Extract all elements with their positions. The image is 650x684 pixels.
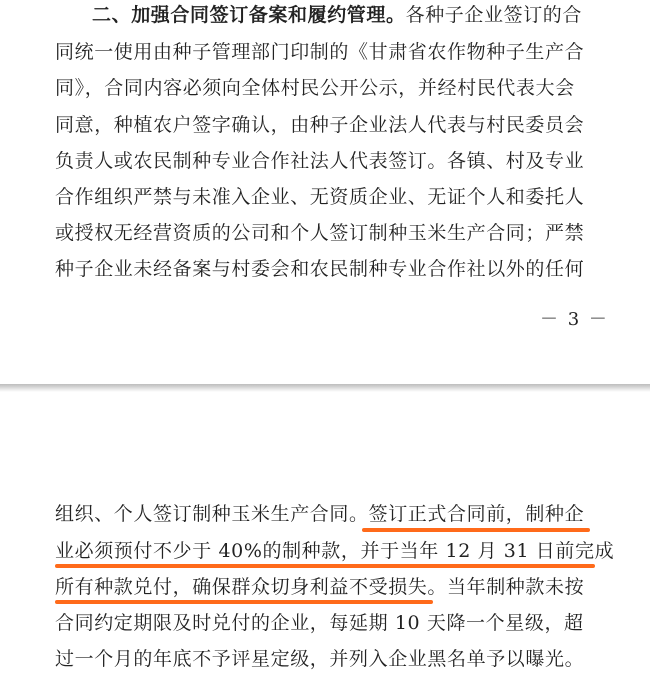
page-separator — [0, 384, 650, 392]
highlight-underline-3 — [55, 600, 433, 604]
section-heading: 二、加强合同签订备案和履约管理。 — [92, 4, 406, 26]
paragraph-line-13: 过一个月的年底不予评星定级，并列入企业黑名单予以曝光。 — [55, 648, 585, 670]
paragraph-line-8: 种子企业未经备案与村委会和农民制种专业合作社以外的任何 — [55, 258, 585, 280]
paragraph-line-7: 或授权无经营资质的公司和个人签订制种玉米生产合同；严禁 — [55, 222, 585, 244]
paragraph-line-9: 组织、个人签订制种玉米生产合同。签订正式合同前，制种企 — [55, 503, 585, 525]
paragraph-line-5: 负责人或农民制种专业合作社法人代表签订。各镇、村及专业 — [55, 150, 585, 172]
paragraph-line-12: 合同约定期限及时兑付的企业，每延期 10 天降一个星级，超 — [55, 612, 584, 634]
highlight-underline-2 — [55, 564, 595, 568]
page-number: － 3 － — [540, 309, 609, 330]
paragraph-line-3: 同》，合同内容必须向全体村民公开公示，并经村民代表大会 — [55, 77, 575, 99]
paragraph-line-11: 所有种款兑付，确保群众切身利益不受损失。当年制种款未按 — [55, 576, 585, 598]
document-page-4 — [0, 392, 650, 684]
paragraph-line-4: 同意，种植农户签字确认，由种子企业法人代表与村民委员会 — [55, 114, 585, 136]
paragraph-line-2: 同统一使用由种子管理部门印制的《甘肃省农作物种子生产合 — [55, 41, 585, 63]
paragraph-line-10: 业必须预付不少于 40%的制种款，并于当年 12 月 31 日前完成 — [55, 540, 615, 562]
highlight-underline-1 — [362, 528, 590, 532]
paragraph-line-1 — [92, 4, 582, 26]
paragraph-line-6: 合作组织严禁与未准入企业、无资质企业、无证个人和委托人 — [55, 186, 585, 208]
paragraph-text: 各种子企业签订的合 — [405, 4, 583, 26]
